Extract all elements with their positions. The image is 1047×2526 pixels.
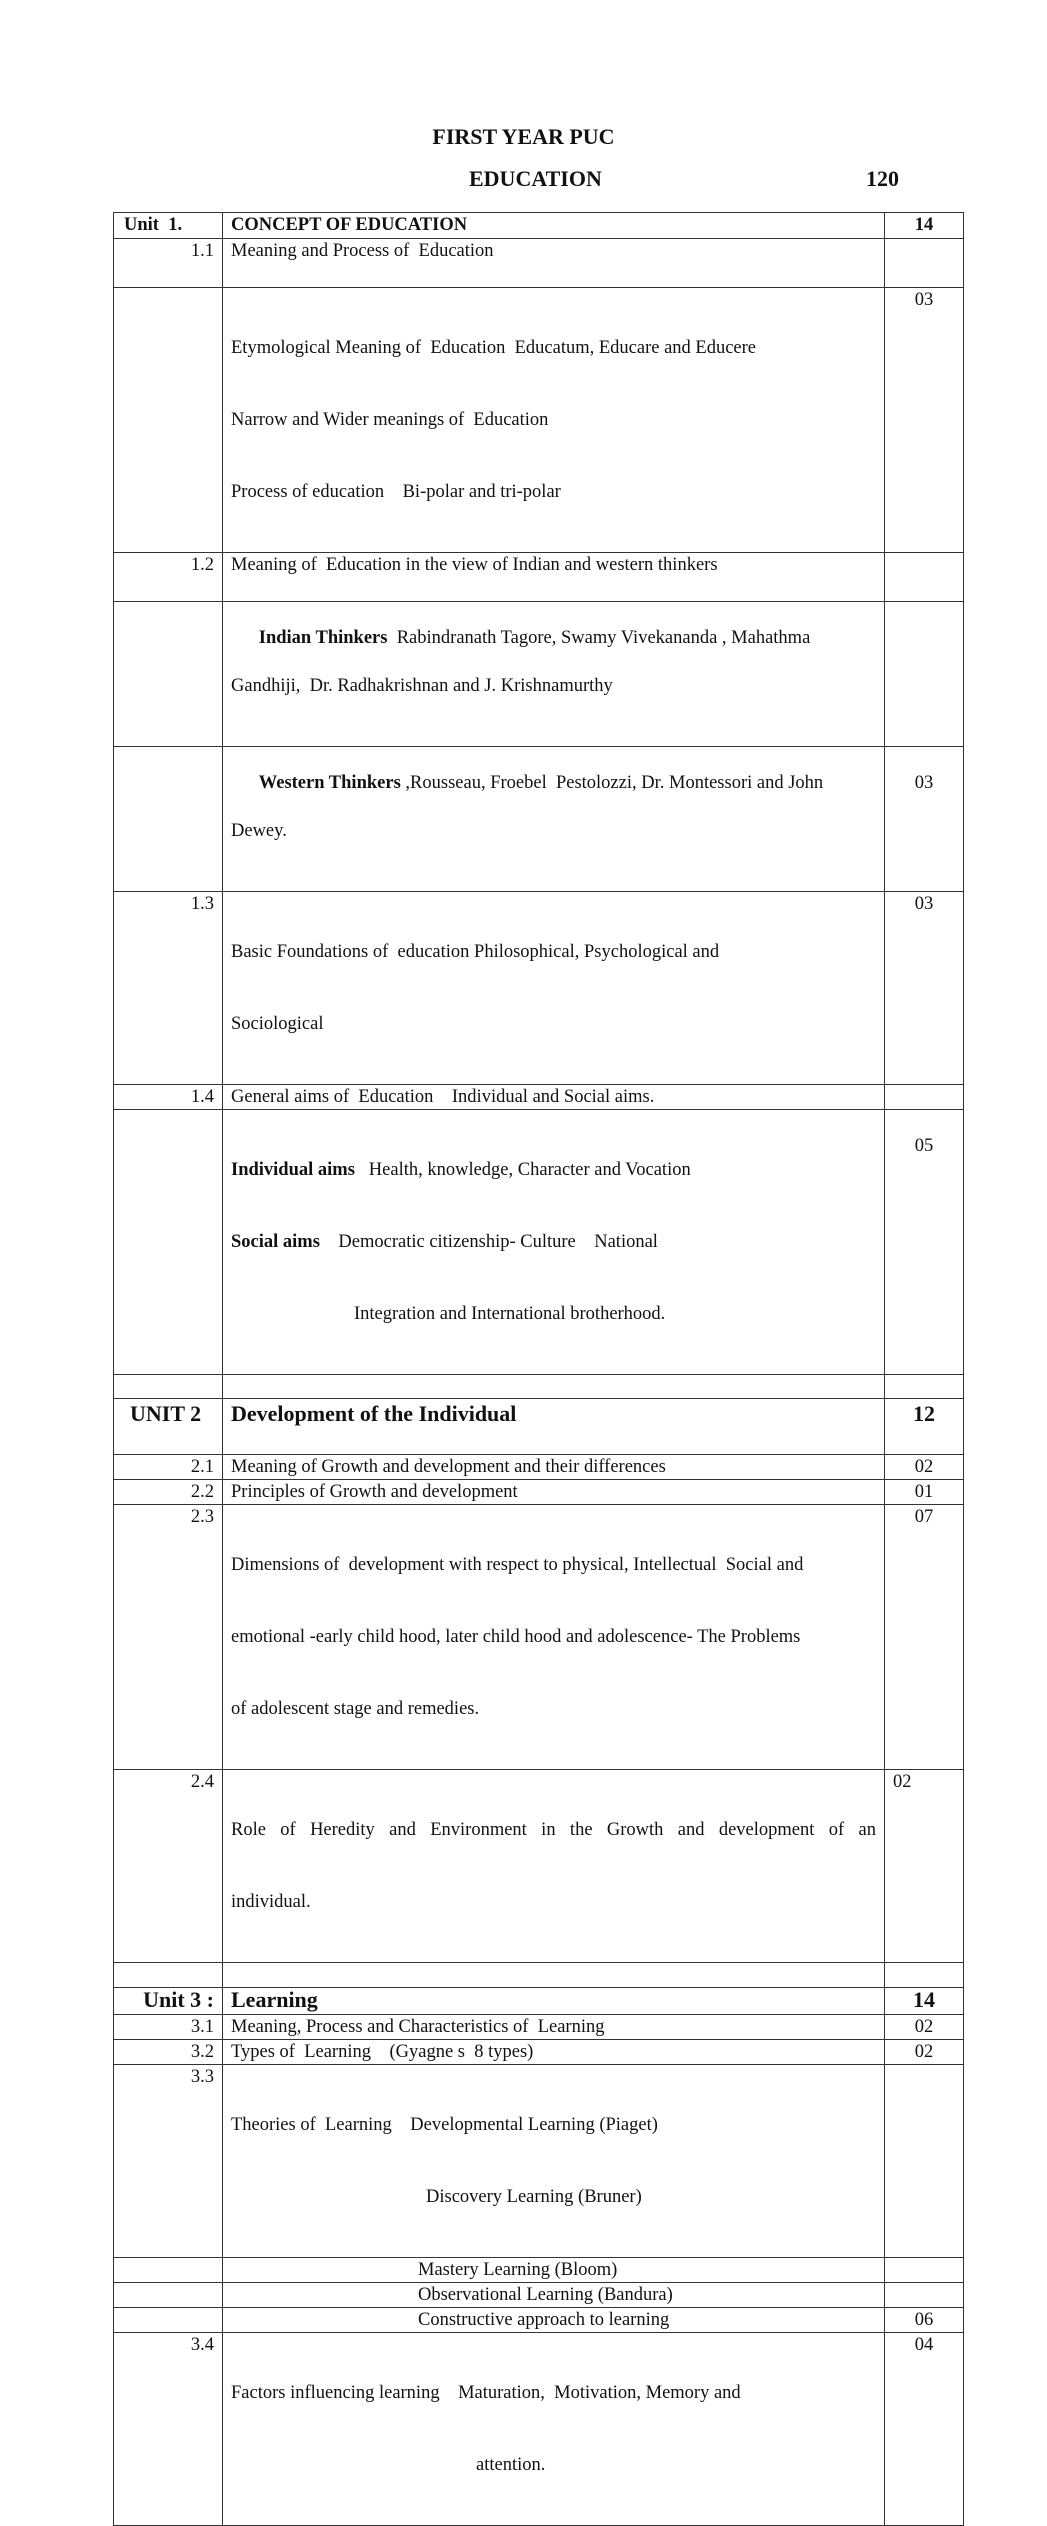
- text-line: Process of education Bi-polar and tri-polar: [231, 482, 561, 502]
- table-row: [114, 1375, 964, 1399]
- table-row: [114, 2283, 964, 2308]
- text-line: Etymological Meaning of Education Educatum, Educare and Educere: [231, 338, 757, 358]
- section-hours: 03: [885, 288, 964, 553]
- unit-hours: 14: [885, 1988, 964, 2015]
- table-row: [114, 892, 964, 1085]
- text-line: Gandhiji, Dr. Radhakrishnan and J. Krishnamurthy: [231, 676, 613, 696]
- table-row: [114, 1085, 964, 1110]
- section-text: [223, 892, 885, 1085]
- section-hours: 03: [885, 892, 964, 1085]
- table-row: [114, 2015, 964, 2040]
- table-row: [114, 2040, 964, 2065]
- section-text: [223, 2065, 885, 2258]
- thinkers-label: Western Thinkers: [258, 773, 401, 793]
- section-hours: [885, 553, 964, 602]
- syllabus-table: [113, 212, 964, 2526]
- section-number: [114, 747, 223, 892]
- text-line: Basic Foundations of education Philosophical, Psychological and: [231, 942, 720, 962]
- section-hours: 04: [885, 2333, 964, 2526]
- section-hours: [885, 2283, 964, 2308]
- section-number: 3.4: [114, 2333, 223, 2526]
- table-row: [114, 2065, 964, 2258]
- table-row: [114, 1480, 964, 1505]
- section-text: [223, 602, 885, 747]
- section-text: Principles of Growth and development: [223, 1480, 885, 1505]
- unit-title: Learning: [223, 1988, 885, 2015]
- aims-text: Health, knowledge, Character and Vocation: [354, 1160, 691, 1180]
- section-number: [114, 288, 223, 553]
- table-row: [114, 1963, 964, 1988]
- text-line: Sociological: [231, 1014, 324, 1034]
- table-row: [114, 213, 964, 239]
- section-hours: [885, 602, 964, 747]
- section-number: 2.2: [114, 1480, 223, 1505]
- section-number: 1.2: [114, 553, 223, 602]
- text-line: individual.: [231, 1892, 311, 1912]
- section-text: Meaning and Process of Education: [223, 239, 885, 288]
- section-number: 2.3: [114, 1505, 223, 1770]
- text-line: Role of Heredity and Environment in the Growth and development of an: [231, 1820, 876, 1840]
- unit-label: Unit 3 :: [114, 1988, 223, 2015]
- section-text: [223, 2333, 885, 2526]
- text-line: attention.: [476, 2455, 546, 2475]
- thinkers-label: Indian Thinkers: [258, 628, 388, 648]
- unit-hours: 14: [885, 213, 964, 239]
- section-text: [223, 1110, 885, 1375]
- aims-label: Individual aims: [231, 1160, 355, 1180]
- section-number: [114, 2258, 223, 2283]
- text-line: of adolescent stage and remedies.: [231, 1699, 480, 1719]
- section-text: [223, 1770, 885, 1963]
- section-text: [223, 747, 885, 892]
- section-number: 1.3: [114, 892, 223, 1085]
- unit-title: CONCEPT OF EDUCATION: [223, 213, 885, 239]
- section-number: [114, 602, 223, 747]
- table-row: [114, 1988, 964, 2015]
- table-row: [114, 602, 964, 747]
- section-hours: 01: [885, 1480, 964, 1505]
- section-hours: 02: [885, 1770, 964, 1963]
- section-hours: [885, 2065, 964, 2258]
- table-row: [114, 2333, 964, 2526]
- section-number: 1.4: [114, 1085, 223, 1110]
- table-row: [114, 1770, 964, 1963]
- table-row: [114, 1505, 964, 1770]
- section-hours: 03: [885, 747, 964, 892]
- table-row: [114, 2258, 964, 2283]
- text-line: Factors influencing learning Maturation, Motivation, Memory and: [231, 2383, 741, 2403]
- table-row: [114, 2308, 964, 2333]
- text-line: Integration and International brotherhood.: [354, 1304, 666, 1324]
- section-text: Meaning of Growth and development and their differences: [223, 1455, 885, 1480]
- text-line: emotional -early child hood, later child hood and adolescence- The Problems: [231, 1627, 801, 1647]
- aims-label: Social aims: [231, 1232, 320, 1252]
- text-line: Dimensions of development with respect to physical, Intellectual Social and: [231, 1555, 804, 1575]
- table-row: [114, 1399, 964, 1455]
- unit-hours: 12: [885, 1399, 964, 1455]
- text-line: Narrow and Wider meanings of Education: [231, 410, 549, 430]
- section-hours: 02: [885, 1455, 964, 1480]
- section-number: 3.2: [114, 2040, 223, 2065]
- thinkers-text: Rabindranath Tagore, Swamy Vivekananda , Mahathma: [387, 628, 811, 648]
- table-row: [114, 239, 964, 288]
- section-text: General aims of Education Individual and Social aims.: [223, 1085, 885, 1110]
- section-number: [114, 2283, 223, 2308]
- text-line: Dewey.: [231, 821, 287, 841]
- text-line: Theories of Learning Developmental Learning (Piaget): [231, 2115, 658, 2135]
- section-hours: 06: [885, 2308, 964, 2333]
- unit-label: UNIT 2: [114, 1399, 223, 1455]
- section-number: [114, 1110, 223, 1375]
- section-number: 3.1: [114, 2015, 223, 2040]
- section-hours: [885, 1085, 964, 1110]
- section-number: 1.1: [114, 239, 223, 288]
- table-row: [114, 1455, 964, 1480]
- subject-title: EDUCATION: [469, 166, 602, 191]
- section-hours: 02: [885, 2040, 964, 2065]
- section-number: 2.4: [114, 1770, 223, 1963]
- section-hours: [885, 239, 964, 288]
- page-title: FIRST YEAR PUC: [432, 124, 615, 149]
- total-hours: 120: [866, 166, 899, 191]
- section-text: [223, 1505, 885, 1770]
- section-text: Constructive approach to learning: [223, 2308, 885, 2333]
- section-text: Meaning of Education in the view of Indian and western thinkers: [223, 553, 885, 602]
- section-hours: 05: [885, 1110, 964, 1375]
- section-hours: [885, 2258, 964, 2283]
- unit-title: Development of the Individual: [223, 1399, 885, 1455]
- section-number: 3.3: [114, 2065, 223, 2258]
- table-row: [114, 288, 964, 553]
- section-number: [114, 2308, 223, 2333]
- section-hours: 07: [885, 1505, 964, 1770]
- thinkers-text: ,Rousseau, Froebel Pestolozzi, Dr. Montessori and John: [400, 773, 824, 793]
- aims-text: Democratic citizenship- Culture National: [319, 1232, 658, 1252]
- section-text: Observational Learning (Bandura): [223, 2283, 885, 2308]
- table-row: [114, 1110, 964, 1375]
- section-hours: 02: [885, 2015, 964, 2040]
- section-number: 2.1: [114, 1455, 223, 1480]
- section-text: Types of Learning (Gyagne s 8 types): [223, 2040, 885, 2065]
- section-text: [223, 288, 885, 553]
- table-row: [114, 553, 964, 602]
- unit-label: Unit 1.: [114, 213, 223, 239]
- text-line: Discovery Learning (Bruner): [426, 2187, 642, 2207]
- section-text: Meaning, Process and Characteristics of Learning: [223, 2015, 885, 2040]
- section-text: Mastery Learning (Bloom): [223, 2258, 885, 2283]
- table-row: [114, 747, 964, 892]
